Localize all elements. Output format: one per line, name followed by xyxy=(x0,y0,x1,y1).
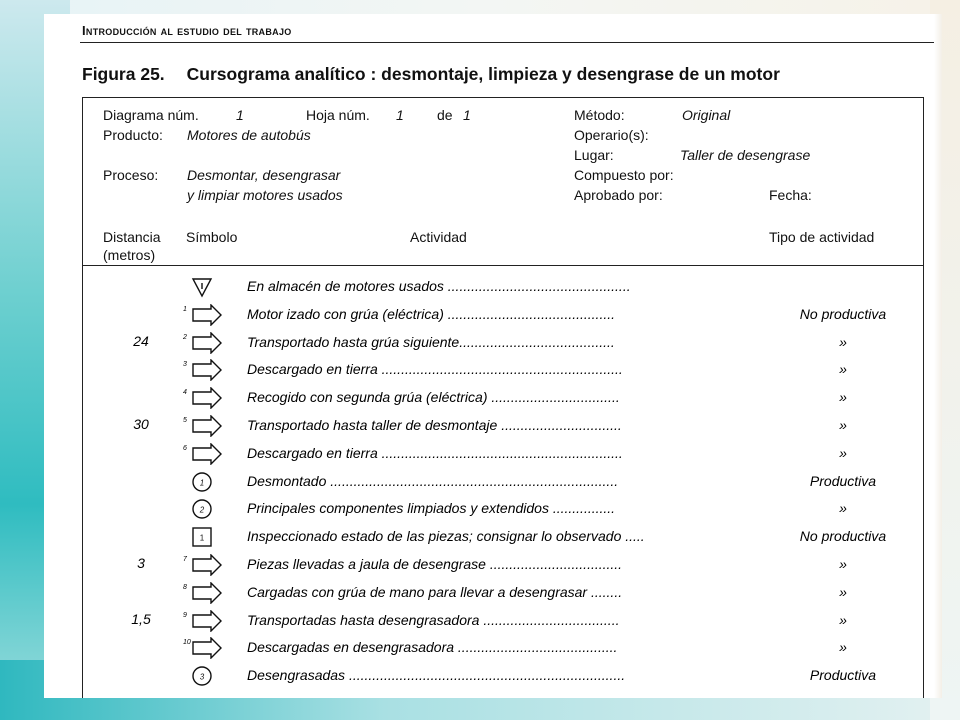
table-row xyxy=(83,552,923,580)
proceso-label: Proceso: xyxy=(103,167,159,183)
figure-title xyxy=(82,64,780,85)
table-row xyxy=(83,274,923,302)
row-distance: 24 xyxy=(133,332,149,349)
row-activity: Desengrasadas ....................................................................... xyxy=(247,667,626,684)
table-row xyxy=(83,580,923,608)
scan-edge xyxy=(934,14,942,698)
symbol-number: 3 xyxy=(183,361,187,369)
row-distance: 3 xyxy=(137,555,145,571)
row-activity: Cargadas con grúa de mano para llevar a desengrasar ........ xyxy=(247,583,623,600)
symbol-number: 8 xyxy=(183,583,187,591)
row-activity: Transportado hasta taller de desmontaje ............................... xyxy=(247,417,622,433)
row-activity: Descargado en tierra .............................................................. xyxy=(247,444,623,461)
row-activity: Transportado hasta grúa siguiente........................................ xyxy=(247,333,615,350)
lugar-label: Lugar: xyxy=(574,147,614,163)
row-type: No productiva xyxy=(799,528,887,545)
transport-symbol xyxy=(183,332,233,356)
diagrama-label: Diagrama núm. xyxy=(103,107,199,123)
transport-symbol xyxy=(183,415,233,439)
transport-symbol xyxy=(183,387,233,411)
transport-symbol xyxy=(183,554,233,578)
table-row xyxy=(83,608,923,636)
row-type: » xyxy=(839,389,847,406)
row-type: » xyxy=(839,361,847,378)
symbol-number: 5 xyxy=(183,417,187,424)
metodo-label: Método: xyxy=(574,107,625,123)
hoja-label: Hoja núm. xyxy=(306,107,370,123)
row-type: Productiva xyxy=(809,667,877,684)
operation-symbol xyxy=(183,498,233,522)
row-type: » xyxy=(839,333,847,350)
row-type: » xyxy=(839,417,847,433)
inspection-symbol xyxy=(183,526,233,550)
table-row xyxy=(83,302,923,330)
row-distance: 30 xyxy=(133,416,149,432)
operation-symbol xyxy=(183,471,233,495)
symbol-number: 4 xyxy=(183,389,187,397)
svg-text:3: 3 xyxy=(199,672,205,682)
table-row xyxy=(83,524,923,552)
operation-symbol xyxy=(183,665,233,689)
hoja-value: 1 xyxy=(396,107,404,123)
symbol-number: 10 xyxy=(183,639,191,647)
symbol-number: 1 xyxy=(183,305,187,313)
row-activity: En almacén de motores usados ............................................... xyxy=(247,278,631,294)
symbol-number: 9 xyxy=(183,611,187,619)
running-head: Introducción al estudio del trabajo xyxy=(82,23,292,38)
row-type: No productiva xyxy=(799,305,887,322)
operarios-label: Operario(s): xyxy=(574,127,649,143)
de-value: 1 xyxy=(463,107,471,123)
producto-value: Motores de autobús xyxy=(187,127,311,143)
col-actividad: Actividad xyxy=(410,229,467,245)
svg-text:2: 2 xyxy=(199,505,205,515)
compuesto-label: Compuesto por: xyxy=(574,167,674,183)
transport-symbol xyxy=(183,359,233,383)
col-simbolo: Símbolo xyxy=(186,229,238,245)
proceso-value-line2: y limpiar motores usados xyxy=(187,187,343,203)
diagrama-value: 1 xyxy=(236,107,244,123)
row-activity: Transportadas hasta desengrasadora ................................... xyxy=(247,611,620,628)
symbol-number: 7 xyxy=(183,556,187,563)
table-row xyxy=(83,385,923,413)
transport-symbol xyxy=(183,443,233,467)
figure-caption: Cursograma analítico : desmontaje, limpieza y desengrase de un motor xyxy=(186,64,780,84)
transport-symbol xyxy=(183,610,233,634)
col-metros: (metros) xyxy=(103,247,156,263)
flow-process-chart-form xyxy=(82,97,924,698)
table-row xyxy=(83,330,923,358)
producto-label: Producto: xyxy=(103,127,163,143)
col-tipo: Tipo de actividad xyxy=(769,229,875,245)
document-page xyxy=(44,14,942,698)
row-activity: Descargado en tierra .............................................................. xyxy=(247,361,623,378)
table-row xyxy=(83,413,923,441)
row-type: » xyxy=(839,500,847,517)
row-activity: Inspeccionado estado de las piezas; consignar lo observado ..... xyxy=(247,528,645,545)
table-row xyxy=(83,469,923,497)
symbol-number: 6 xyxy=(183,444,187,452)
row-activity: Piezas llevadas a jaula de desengrase .................................. xyxy=(247,556,623,572)
symbol-number: 2 xyxy=(183,333,187,341)
header-separator xyxy=(83,265,923,266)
row-activity: Recogido con segunda grúa (eléctrica) ................................. xyxy=(247,389,620,406)
svg-text:1: 1 xyxy=(199,478,205,488)
row-type: » xyxy=(839,583,847,600)
aprobado-label: Aprobado por: xyxy=(574,187,663,203)
table-row xyxy=(83,496,923,524)
row-type: » xyxy=(839,556,847,572)
col-distancia: Distancia xyxy=(103,229,161,245)
row-type: » xyxy=(839,639,847,656)
row-activity: Desmontado .......................................................................... xyxy=(247,472,619,489)
transport-symbol xyxy=(183,637,233,661)
lugar-value: Taller de desengrase xyxy=(680,147,811,163)
storage-symbol xyxy=(183,276,233,300)
metodo-value: Original xyxy=(682,107,731,123)
row-type: » xyxy=(839,444,847,461)
transport-symbol xyxy=(183,582,233,606)
row-type: » xyxy=(839,611,847,628)
row-activity: Descargadas en desengrasadora ......................................... xyxy=(247,639,618,656)
row-activity: Principales componentes limpiados y extendidos ................ xyxy=(247,500,616,517)
transport-symbol xyxy=(183,304,233,328)
de-label: de xyxy=(437,107,453,123)
figure-number: Figura 25. xyxy=(82,64,165,84)
table-row xyxy=(83,441,923,469)
table-row xyxy=(83,635,923,663)
row-activity: Motor izado con grúa (eléctrica) ........................................... xyxy=(247,305,616,322)
table-row xyxy=(83,663,923,691)
row-type: Productiva xyxy=(809,472,877,489)
top-rule xyxy=(80,42,940,43)
svg-text:1: 1 xyxy=(199,533,205,543)
fecha-label: Fecha: xyxy=(769,187,812,203)
proceso-value-line1: Desmontar, desengrasar xyxy=(187,167,341,183)
table-row xyxy=(83,357,923,385)
row-distance: 1,5 xyxy=(131,610,151,627)
